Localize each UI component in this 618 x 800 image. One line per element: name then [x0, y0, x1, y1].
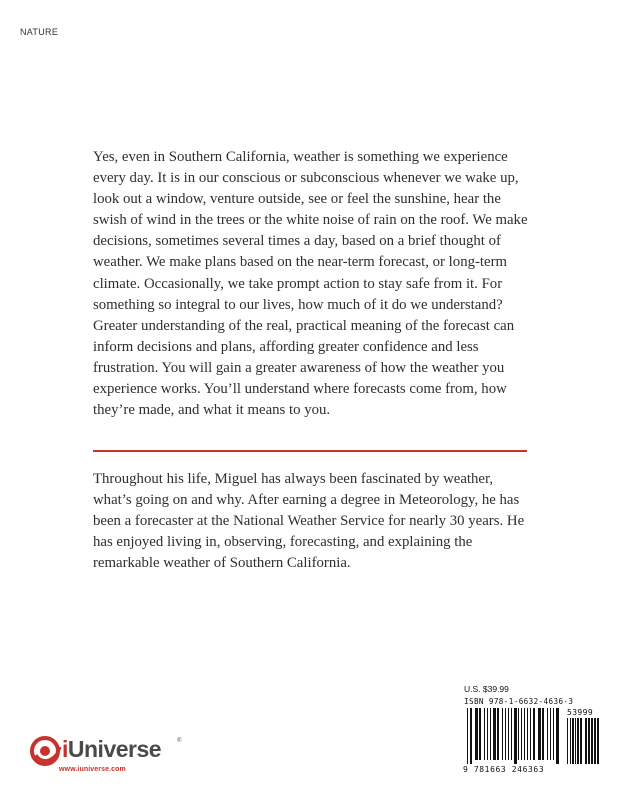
addon-bar: [597, 718, 599, 764]
barcode-bar: [479, 708, 481, 760]
barcode-bar: [511, 708, 512, 760]
barcode-bar: [484, 708, 485, 760]
barcode-bar: [538, 708, 541, 760]
isbn-number: ISBN 978-1-6632-4636-3: [464, 697, 574, 706]
barcode-bar: [487, 708, 488, 760]
barcode-bar: [497, 708, 499, 760]
addon-bar: [577, 718, 579, 764]
barcode-bar: [533, 708, 535, 760]
barcode-bar: [550, 708, 551, 760]
barcode-bar: [470, 708, 472, 764]
publisher-name: iUniverse: [62, 736, 162, 762]
addon-bar: [572, 718, 574, 764]
publisher-url: www.iuniverse.com: [59, 766, 126, 773]
trademark-symbol: ®: [177, 738, 182, 744]
section-divider: [93, 450, 527, 452]
addon-bar: [580, 718, 582, 764]
barcode-bar: [527, 708, 528, 760]
barcode-bar: [547, 708, 548, 760]
ean-barcode: [459, 708, 606, 766]
barcode-bar: [490, 708, 491, 760]
addon-bar: [585, 718, 587, 764]
barcode-bar: [556, 708, 559, 764]
barcode-block: [459, 683, 606, 780]
barcode-bar: [514, 708, 517, 764]
barcode-bar: [493, 708, 496, 760]
addon-bar: [588, 718, 590, 764]
barcode-bar: [467, 708, 468, 764]
addon-bar: [567, 718, 568, 764]
barcode-bar: [521, 708, 522, 760]
price-label: U.S. $39.99: [464, 684, 509, 694]
barcode-bar: [524, 708, 525, 760]
barcode-bar: [502, 708, 503, 760]
publisher-swoosh-icon: [30, 735, 62, 767]
barcode-bar: [553, 708, 554, 760]
addon-bar: [591, 718, 593, 764]
barcode-bar: [518, 708, 519, 760]
category-label: NATURE: [20, 27, 59, 37]
author-bio: Throughout his life, Miguel has always been fascinated by weather, what’s going on and why. After earning a degree in Meteorology, he has been a forecaster at the National Weather Service for nearly 30 years. He has enjoyed living in, observing, forecasting, and explaining the remarkable weather of Southern California.: [93, 471, 525, 572]
publisher-logo: [30, 733, 220, 783]
barcode-bar: [505, 708, 506, 760]
addon-bar: [570, 718, 571, 764]
price-addon-digits: 53999: [567, 708, 594, 717]
addon-bar: [575, 718, 576, 764]
addon-bar: [594, 718, 596, 764]
barcode-bar: [508, 708, 509, 760]
barcode-bar: [542, 708, 544, 760]
barcode-bar: [475, 708, 478, 760]
book-description: Yes, even in Southern California, weather is something we experience every day. It is in our conscious or subconscious whenever we wake up, look out a window, venture outside, see or feel the sunshine, hear the swish of wind in the trees or the white noise of rain on the roof. We make decisions, sometimes several times a day, based on a brief thought of weather. We make plans based on the near-term forecast, or long-term climate. Occasionally, we take prompt action to stay safe from it. For something so integral to our lives, how much of it do we understand? Greater understanding of the real, practical meaning of the forecast can inform decisions and plans, affording greater confidence and less frustration. You will gain a greater awareness of how the weather you experience works. You’ll understand where forecasts come from, how they’re made, and what it means to you.: [93, 149, 528, 419]
barcode-bar: [530, 708, 531, 760]
ean-digits: 9 781663 246363: [463, 765, 545, 774]
